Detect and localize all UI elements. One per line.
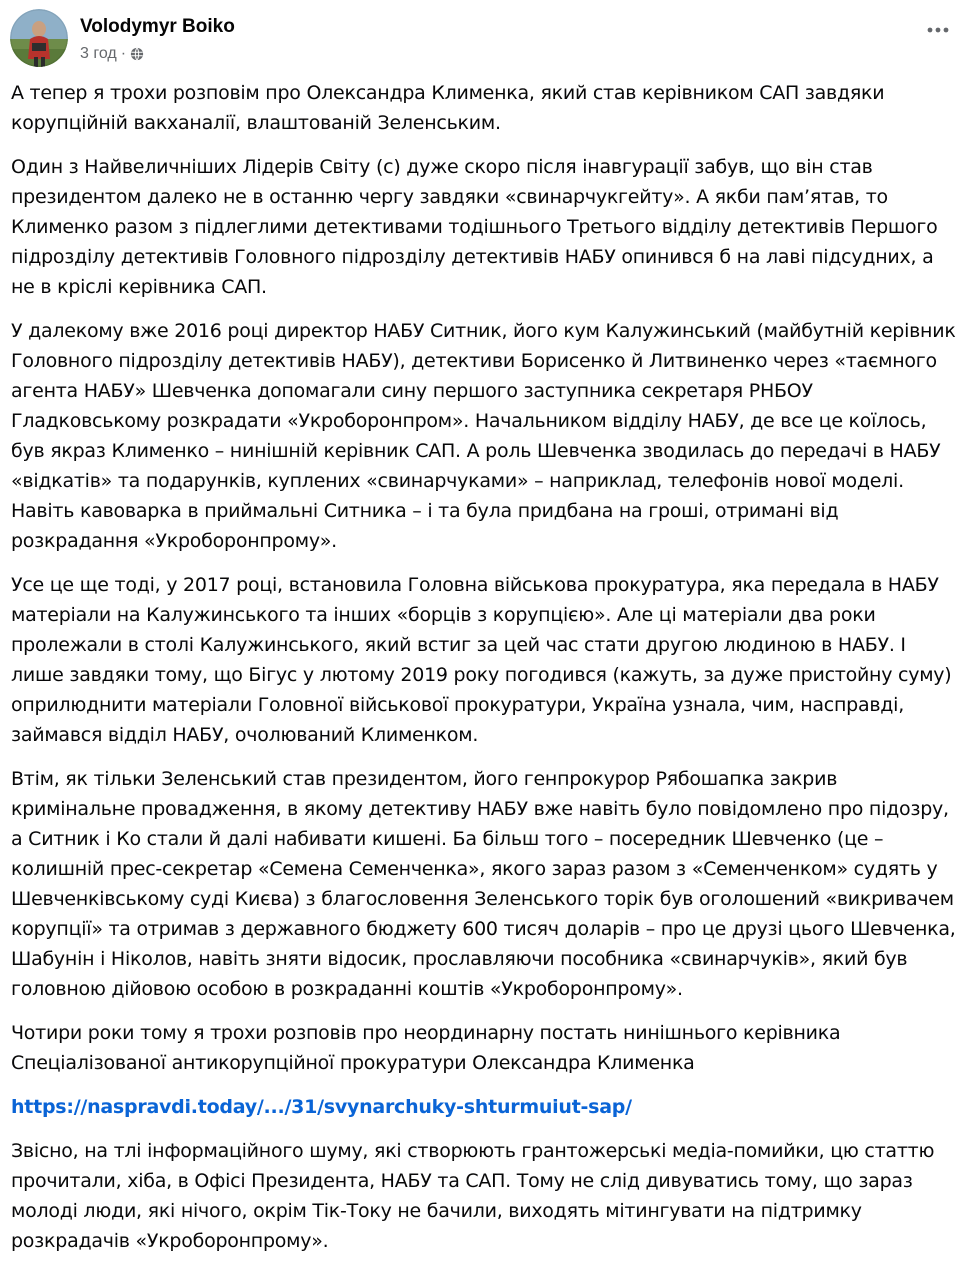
globe-icon[interactable]: [130, 47, 144, 61]
avatar[interactable]: [10, 9, 68, 67]
post-header: [10, 10, 958, 66]
post-paragraph: Втім, як тільки Зеленський став президентом, його генпрокурор Рябошапка закрив кримінальне провадження, в якому детективу НАБУ вже навіть було повідомлено про підозру, а Ситник і Ко стали й далі набивати кишені. Ба більш того – посередник Шевченко (це – колишній прес-секретар «Семена Семенченка», якого зараз разом з «Семенченком» судять у Шевченківському суді Києва) з благословення Зеленського торік був оголошений «викривачем корупції» та отримав з державного бюджету 600 тисяч доларів – про це друзі цього Шевченка, Шабунін і Ніколов, навіть зняти відосик, прославляючи пособника «свинарчуків», який був головною дійовою особою в розкраданні коштів «Укроборонпрому».: [11, 768, 956, 1000]
article-link[interactable]: https://naspravdi.today/.../31/svynarchuky-shturmuiut-sap/: [11, 1096, 632, 1118]
post-paragraph: А тепер я трохи розповім про Олександра Клименка, який став керівником САП завдяки корупційній вакханалії, влаштованій Зеленським.: [11, 82, 885, 134]
author-name[interactable]: Volodymyr Boiko: [80, 15, 235, 37]
more-options-icon[interactable]: [918, 10, 958, 50]
post-body: [11, 78, 959, 1270]
post-subline: [80, 44, 235, 64]
post-timestamp[interactable]: 3 год: [80, 44, 117, 62]
avatar-photo: [10, 9, 68, 67]
post-paragraph: Усе це ще тоді, у 2017 році, встановила Головна військова прокуратура, яка передала в НАБУ матеріали на Калужинського та інших «борців з корупцією». Але ці матеріали два роки пролежали в столі Калужинського, який встиг за цей час стати другою людиною в НАБУ. І лише завдяки тому, що Бігус у лютому 2019 року погодився (кажуть, за дуже пристойну суму) оприлюднити матеріали Головної військової прокуратури, Україна узнала, чим, насправді, займався відділ НАБУ, очолюваний Клименком.: [11, 574, 952, 746]
link-paragraph: [11, 1092, 959, 1122]
post-paragraph: У далекому вже 2016 році директор НАБУ Ситник, його кум Калужинський (майбутній керівник Головного підрозділу детективів НАБУ), детективи Борисенко й Литвиненко через «таємного агента НАБУ» Шевченка допомагали сину першого заступника секретаря РНБОУ Гладковському розкрадати «Укроборонпром». Начальником відділу НАБУ, де все це коїлось, був якраз Клименко – нинішній керівник САП. А роль Шевченка зводилась до передачі в НАБУ «відкатів» та подарунків, куплених «свинарчуками» – наприклад, телефонів нової моделі. Навіть кавоварка в приймальні Ситника – і та була придбана на гроші, отримані від розкрадання «Укроборонпрому».: [11, 320, 956, 552]
post-paragraph: Один з Найвеличніших Лідерів Світу (с) дуже скоро після інавгурації забув, що він став президентом далеко не в останню чергу завдяки «свинарчукгейту». А якби пам’ятав, то Клименко разом з підлеглими детективами тодішнього Третього відділу детективів Першого підрозділу детективів Головного підрозділу детективів НАБУ опинився б на лаві підсудних, а не в кріслі керівника САП.: [11, 156, 938, 298]
post-paragraph: Звісно, на тлі інформаційного шуму, які створюють грантожерські медіа-помийки, цю статтю прочитали, хіба, в Офісі Президента, НАБУ та САП. Тому не слід дивуватись тому, що зараз молоді люди, які нічого, окрім Тік-Току не бачили, виходять мітингувати на підтримку розкрадачів «Укроборонпрому».: [11, 1140, 935, 1252]
post-meta: [80, 13, 235, 64]
separator-dot: ·: [120, 44, 127, 62]
post-paragraph: Чотири роки тому я трохи розповів про неординарну постать нинішнього керівника Спеціалізованої антикорупційної прокуратури Олександра Клименка: [11, 1022, 841, 1074]
